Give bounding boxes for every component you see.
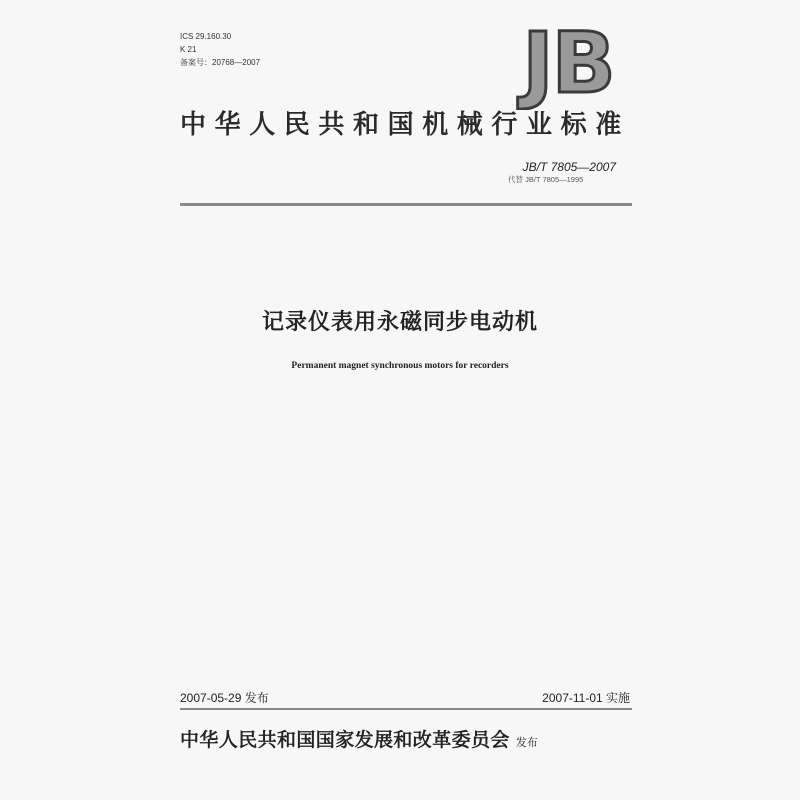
jb-logo: [503, 10, 633, 110]
top-divider: [180, 203, 632, 206]
issue-date: 2007-05-29 发布: [180, 691, 269, 705]
jb-logo-text: JB: [522, 14, 614, 110]
standard-number: JB/T 7805—2007: [522, 160, 616, 174]
publisher-line: [180, 727, 538, 756]
jb-logo-graphic: [503, 10, 633, 110]
replaces-standard: 代替 JB/T 7805—1995: [508, 175, 584, 184]
publisher-name: 中华人民共和国国家发展和改革委员会: [180, 729, 510, 751]
record-number: 备案号：20768—2007: [180, 58, 261, 67]
ics-code: ICS 29.160.30: [180, 32, 232, 41]
document-title-english: Permanent magnet synchronous motors for recorders: [291, 361, 509, 371]
publisher-suffix: 发布: [515, 736, 538, 749]
effective-date: 2007-11-01 实施: [542, 691, 630, 705]
classification-block: [180, 30, 260, 69]
class-code: K 21: [180, 45, 197, 54]
organization-name: 中华人民共和国机械行业标准: [180, 110, 630, 140]
document-title-chinese: 记录仪表用永磁同步电动机: [261, 310, 538, 335]
bottom-divider: [180, 708, 632, 710]
